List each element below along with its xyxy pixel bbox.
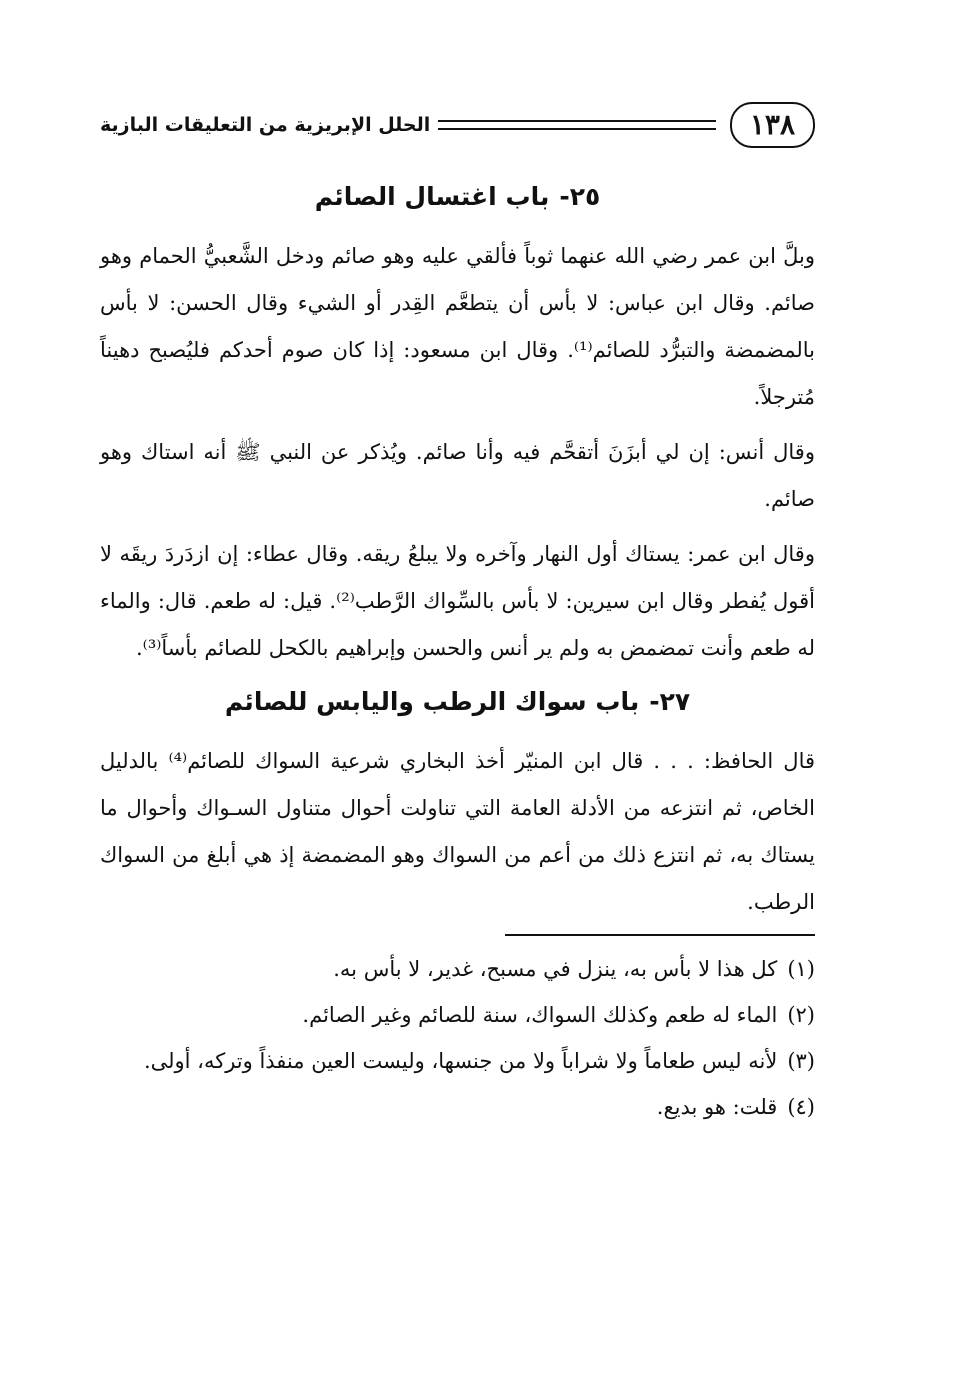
footnote bbox=[100, 992, 815, 1038]
footnote-text: كل هذا لا بأس به، ينزل في مسبح، غدير، لا بأس به. bbox=[333, 957, 778, 981]
footnote bbox=[100, 1084, 815, 1130]
page-number: ١٣٨ bbox=[730, 102, 815, 148]
paragraph: وقال ابن عمر: يستاك أول النهار وآخره ولا يبلعُ ريقه. وقال عطاء: إن ازدَردَ ريقَه لا أقول يُفطر وقال ابن سيرين: لا بأس بالسِّواك الرَّطب⁽²⁾. قيل: له طعم. قال: والماء له طعم وأنت تمضمض به ولم ير أنس والحسن وإبراهيم بالكحل للصائم بأساً⁽³⁾. bbox=[100, 542, 815, 660]
footnote-separator bbox=[505, 934, 815, 936]
paragraph: قال الحافظ: . . . قال ابن المنيّر أخذ البخاري شرعية السواك للصائم⁽⁴⁾ بالدليل الخاص، ثم انتزعه من الأدلة العامة التي تناولت أحوال متناول السـواك وأحوال ما يستاك به، ثم انتزع ذلك من أعم من السواك وهو المضمضة إذ هي أبلغ من السواك الرطب. bbox=[100, 749, 816, 914]
footnote-number: (٣) bbox=[787, 1049, 815, 1073]
chapter-heading bbox=[100, 175, 815, 219]
running-title: الحلل الإبريزية من التعليقات البازية bbox=[100, 114, 431, 136]
page-body bbox=[100, 175, 815, 1130]
footnote-text: لأنه ليس طعاماً ولا شراباً ولا من جنسها، وليست العين منفذاً وتركه، أولى. bbox=[143, 1049, 778, 1073]
chapter-heading bbox=[100, 680, 815, 724]
footnote-number: (١) bbox=[787, 957, 815, 981]
footnotes-list bbox=[100, 946, 815, 1130]
header-rule bbox=[438, 120, 716, 130]
chapter-number: ٢٥- bbox=[559, 182, 601, 211]
paragraph: وقال أنس: إن لي أبزَنَ أتقحَّم فيه وأنا صائم. ويُذكر عن النبي ﷺ أنه استاك وهو صائم. bbox=[100, 440, 815, 511]
footnote-text: قلت: هو بديع. bbox=[656, 1095, 778, 1119]
page-header bbox=[100, 95, 815, 155]
chapter-title: باب سواك الرطب واليابس للصائم bbox=[224, 687, 640, 716]
chapter-title: باب اغتسال الصائم bbox=[314, 182, 550, 211]
paragraph: وبلَّ ابن عمر رضي الله عنهما ثوباً فألقي عليه وهو صائم ودخل الشَّعبيُّ الحمام وهو صائم. وقال ابن عباس: لا بأس أن يتطعَّم القِدر أو الشيء وقال الحسن: لا بأس بالمضمضة والتبرُّد للصائم⁽¹⁾. وقال ابن مسعود: إذا كان صوم أحدكم فليُصبح دهيناً مُترجلاً. bbox=[100, 244, 815, 409]
footnote-text: الماء له طعم وكذلك السواك، سنة للصائم وغير الصائم. bbox=[302, 1003, 778, 1027]
footnote-number: (٢) bbox=[787, 1003, 815, 1027]
chapter-number: ٢٧- bbox=[649, 687, 691, 716]
footnote bbox=[100, 946, 815, 992]
footnote-number: (٤) bbox=[787, 1095, 815, 1119]
footnote bbox=[100, 1038, 815, 1084]
